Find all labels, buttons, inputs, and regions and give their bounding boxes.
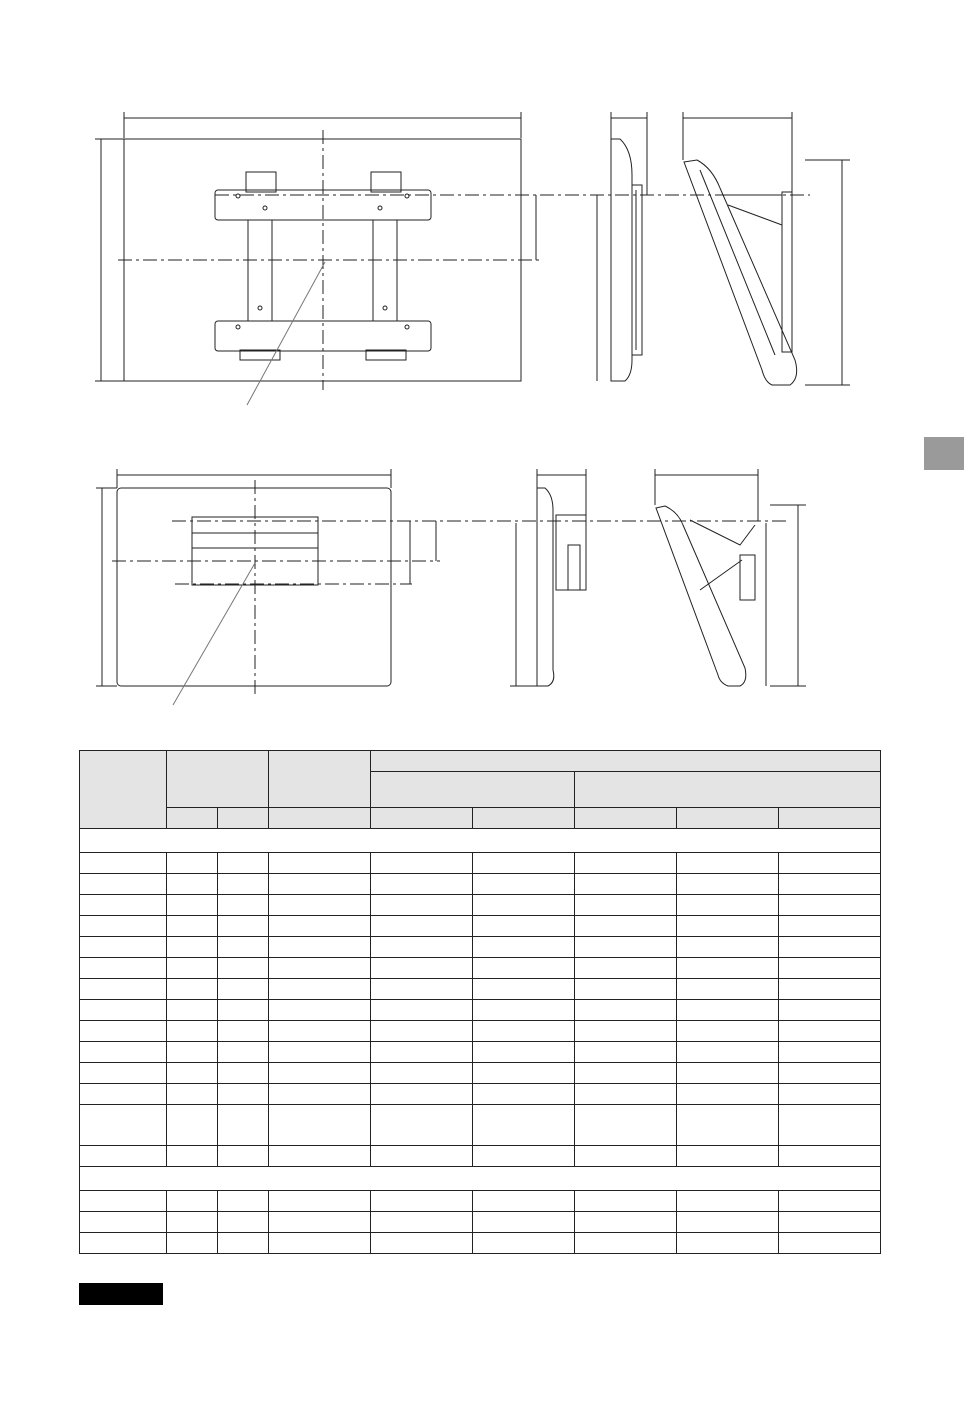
header-cell xyxy=(779,808,881,829)
table-row xyxy=(80,874,881,895)
header-cell xyxy=(269,808,371,829)
table-row xyxy=(80,937,881,958)
section-tab xyxy=(924,437,964,470)
header-cell xyxy=(575,808,677,829)
table-row xyxy=(80,1233,881,1254)
table-row xyxy=(80,1146,881,1167)
table-header-row xyxy=(80,751,881,772)
table-row xyxy=(80,1021,881,1042)
table-row xyxy=(80,1042,881,1063)
specification-table xyxy=(79,750,881,1254)
front-view-large xyxy=(95,112,810,405)
section-row xyxy=(80,829,881,853)
header-cell xyxy=(371,772,575,808)
header-cell xyxy=(371,751,881,772)
header-cell xyxy=(167,751,269,808)
header-cell xyxy=(80,751,167,829)
side-view-upright xyxy=(597,112,647,381)
table-row xyxy=(80,895,881,916)
side-view-lower-upright xyxy=(510,469,586,686)
header-cell xyxy=(473,808,575,829)
table-row xyxy=(80,916,881,937)
header-cell xyxy=(167,808,218,829)
side-view-tilted xyxy=(683,112,850,385)
table-row xyxy=(80,979,881,1000)
front-view-small xyxy=(96,469,790,705)
header-cell xyxy=(677,808,779,829)
table-row xyxy=(80,1084,881,1105)
table-header-row xyxy=(80,808,881,829)
section-cell xyxy=(80,1167,881,1191)
note-label xyxy=(79,1283,163,1305)
table-row xyxy=(80,1063,881,1084)
table-row xyxy=(80,1212,881,1233)
side-view-lower-tilted xyxy=(655,469,806,686)
table-row xyxy=(80,1000,881,1021)
header-cell xyxy=(371,808,473,829)
table-row xyxy=(80,958,881,979)
header-cell xyxy=(575,772,881,808)
section-row xyxy=(80,1167,881,1191)
table-row xyxy=(80,1105,881,1146)
table-row xyxy=(80,853,881,874)
header-cell xyxy=(269,751,371,808)
section-cell xyxy=(80,829,881,853)
table-row xyxy=(80,1191,881,1212)
header-cell xyxy=(218,808,269,829)
